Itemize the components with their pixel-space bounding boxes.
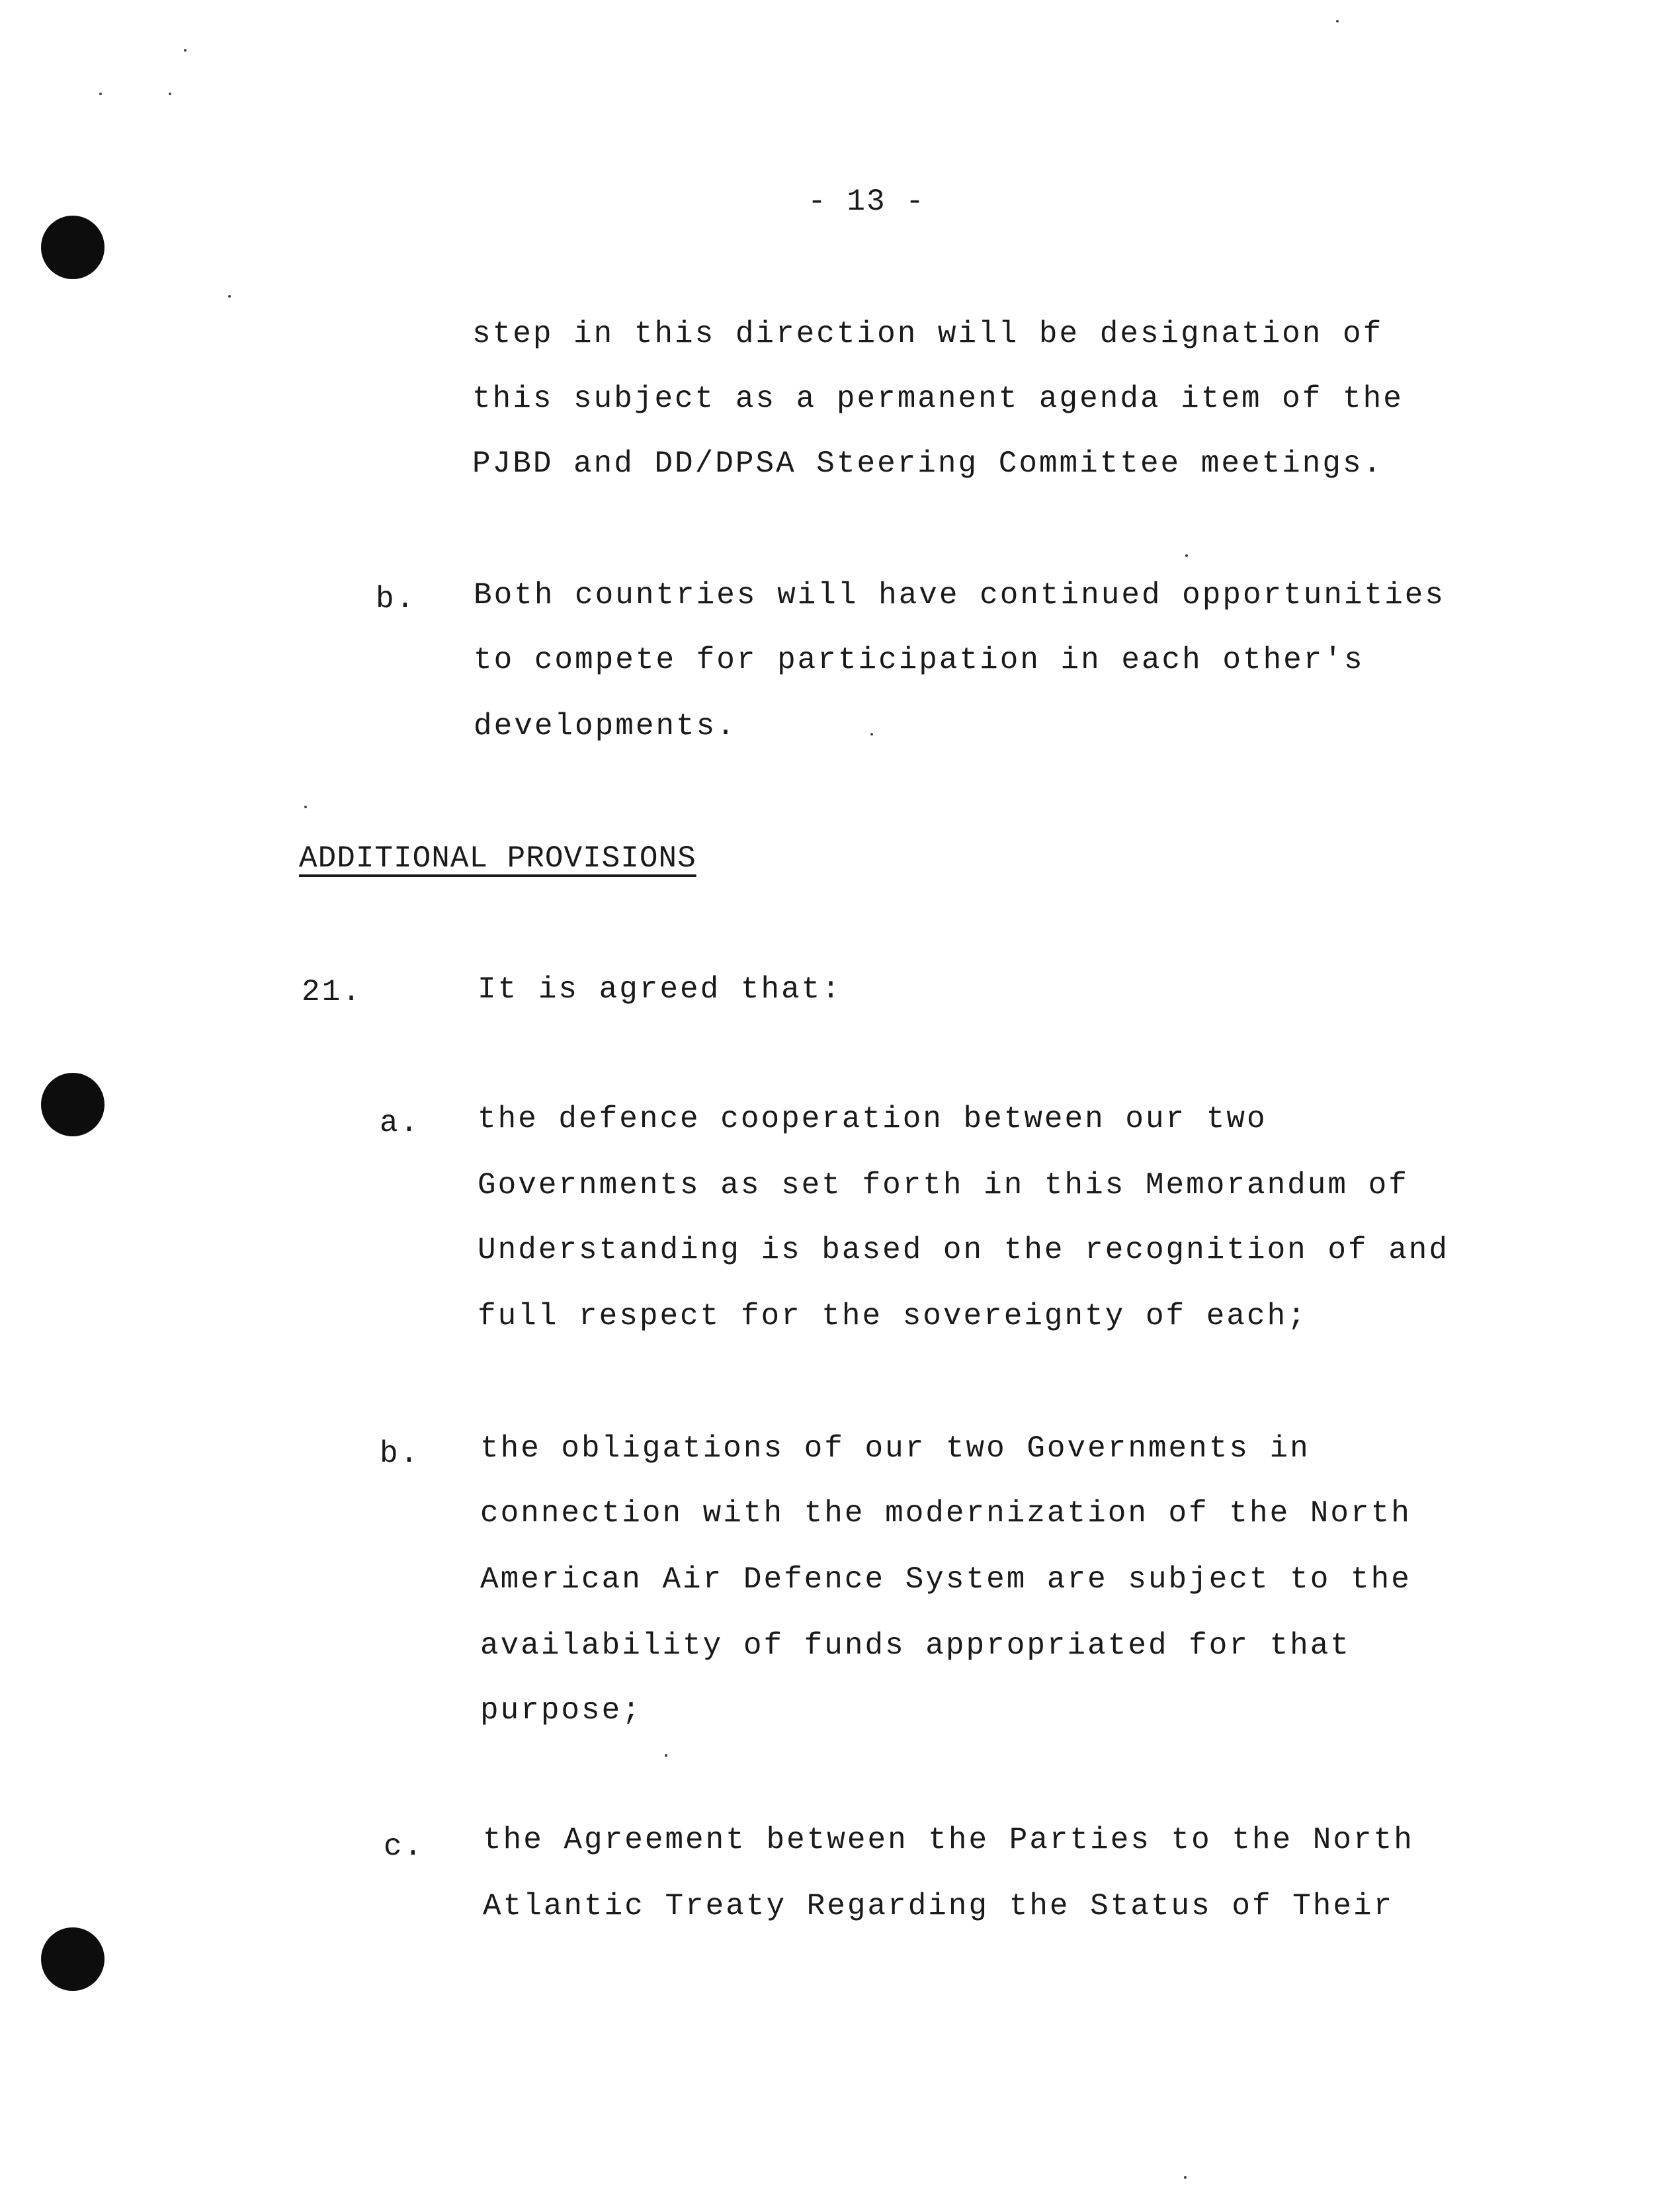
text-line: PJBD and DD/DPSA Steering Committee meetings. bbox=[472, 446, 1384, 481]
scan-speck bbox=[169, 93, 171, 95]
text-line: availability of funds appropriated for that bbox=[480, 1628, 1351, 1663]
text-line: It is agreed that: bbox=[478, 972, 842, 1007]
text-line: Both countries will have continued opportunities bbox=[474, 578, 1446, 612]
page-number: - 13 - bbox=[808, 185, 925, 219]
text-line: the defence cooperation between our two bbox=[478, 1102, 1267, 1136]
scan-speck bbox=[99, 93, 102, 95]
punch-hole-bottom bbox=[41, 1927, 105, 1991]
punch-hole-top bbox=[41, 216, 105, 279]
punch-hole-middle bbox=[41, 1073, 105, 1136]
list-marker: a. bbox=[380, 1106, 421, 1140]
text-line: this subject as a permanent agenda item of the bbox=[472, 382, 1404, 416]
list-marker: b. bbox=[380, 1437, 421, 1471]
text-line: step in this direction will be designation of bbox=[472, 317, 1384, 351]
scan-speck bbox=[304, 806, 307, 808]
scan-speck bbox=[665, 1754, 667, 1757]
list-marker: c. bbox=[384, 1830, 425, 1864]
text-line: connection with the modernization of the North bbox=[480, 1496, 1411, 1531]
list-marker: b. bbox=[376, 582, 417, 616]
text-line: to compete for participation in each other's bbox=[474, 643, 1365, 677]
scan-speck bbox=[228, 295, 231, 298]
scan-speck bbox=[1336, 20, 1339, 22]
scan-speck bbox=[184, 49, 187, 52]
paragraph-number: 21. bbox=[302, 975, 362, 1009]
text-line: Governments as set forth in this Memorandum of bbox=[478, 1168, 1409, 1202]
text-line: the Agreement between the Parties to the North bbox=[483, 1823, 1414, 1857]
text-line: developments. bbox=[474, 709, 737, 743]
scan-speck bbox=[870, 733, 873, 736]
text-line: full respect for the sovereignty of each; bbox=[478, 1299, 1308, 1333]
scan-speck bbox=[1184, 2176, 1187, 2179]
section-heading: ADDITIONAL PROVISIONS bbox=[299, 841, 696, 876]
text-line: the obligations of our two Governments in bbox=[480, 1431, 1310, 1466]
text-line: Understanding is based on the recognition of and bbox=[478, 1233, 1450, 1267]
text-line: Atlantic Treaty Regarding the Status of Their bbox=[483, 1889, 1394, 1923]
text-line: purpose; bbox=[480, 1693, 642, 1728]
scan-speck bbox=[1185, 554, 1188, 557]
text-line: American Air Defence System are subject to the bbox=[480, 1562, 1411, 1597]
